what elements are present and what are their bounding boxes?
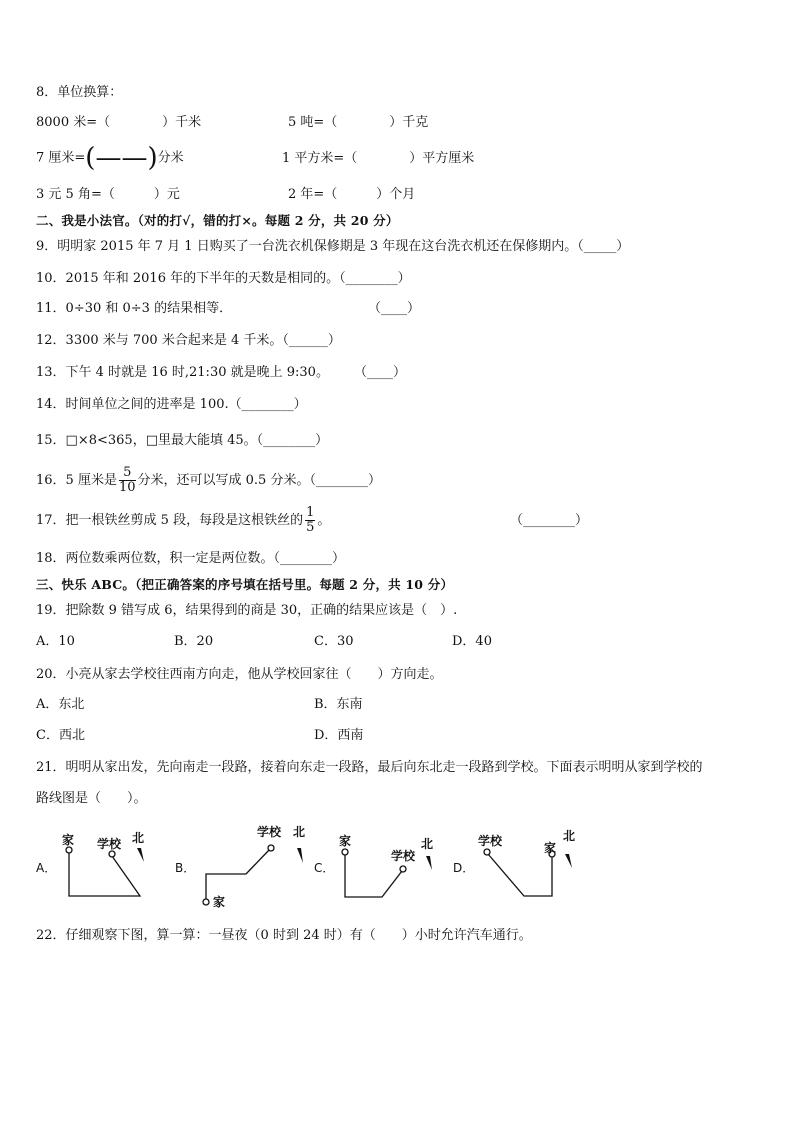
question-14: 14．时间单位之间的进率是 100.（________） [36,397,307,412]
question-10: 10．2015 年和 2016 年的下半年的天数是相同的。（________） [36,271,411,286]
question-16 [36,466,381,496]
north-arrow-a-icon [137,848,144,862]
route-b-school-label: 学校 [257,825,282,839]
north-arrow-d-icon [565,854,572,868]
q8-row2-left [36,143,184,173]
question-20: 20．小亮从家去学校往西南方向走，他从学校回家往（ ）方向走。 [36,667,443,682]
question-11-blank: （____） [368,301,421,316]
section-3-header: 三、快乐 ABC。（把正确答案的序号填在括号里。每题 2 分，共 10 分） [36,577,454,592]
route-c-home-dot [342,849,348,855]
q8-title: 8．单位换算： [36,85,123,100]
question-17-blank: （________） [510,513,589,528]
question-13-blank: （____） [354,365,407,380]
q8-row3-left: 3 元 5 角=（ ）元 [36,187,180,202]
route-a-school-dot [109,851,115,857]
q20-option-d: D．西南 [314,728,364,743]
q19-option-c: C．30 [314,634,354,649]
q16-post: 分米，还可以写成 0.5 分米。（________） [137,473,381,488]
q19-option-d: D．40 [452,634,492,649]
q19-option-a: A．10 [36,634,75,649]
route-d-school-dot [484,849,490,855]
q20-option-a: A．东北 [36,697,85,712]
q17-pre: 17．把一根铁丝剪成 5 段，每段是这根铁丝的 [36,513,304,528]
route-d-school-label: 学校 [478,834,503,848]
question-21-line2: 路线图是（ ）。 [36,791,147,806]
q16-fraction [119,466,136,495]
q17-numerator: 1 [306,505,315,520]
question-19: 19．把除数 9 错写成 6，结果得到的商是 30，正确的结果应该是（ ）. [36,603,458,618]
question-15: 15．□×8<365，□里最大能填 45。（________） [36,433,329,448]
question-9: 9．明明家 2015 年 7 月 1 日购买了一台洗衣机保修期是 3 年现在这台洗衣机还在保修期内。（_____） [36,239,630,254]
route-a-path [69,852,140,896]
q19-option-b: B．20 [174,634,214,649]
q16-numerator: 5 [119,466,136,481]
fraction-blank: (——) [85,143,158,173]
question-12: 12．3300 米与 700 米合起来是 4 千米。（______） [36,333,341,348]
route-b-home-dot [203,899,209,905]
route-b-home-label: 家 [213,895,226,909]
route-b-path [206,849,270,900]
question-11: 11．0÷30 和 0÷3 的结果相等． [36,301,233,316]
route-b-north-label: 北 [293,825,306,839]
q8-row1-left: 8000 米=（ ）千米 [36,115,202,130]
question-17 [36,506,330,536]
route-c-school-label: 学校 [391,849,416,863]
question-13: 13．下午 4 时就是 16 时,21:30 就是晚上 9:30。 [36,365,329,380]
route-diagrams [0,818,794,918]
route-c-home-label: 家 [339,834,352,848]
section-2-header: 二、我是小法官。（对的打√，错的打×。每题 2 分，共 20 分） [36,213,399,228]
q20-option-c: C．西北 [36,728,85,743]
q20-option-b: B．东南 [314,697,363,712]
route-a-home-label: 家 [62,833,75,847]
route-b-label: B． [175,861,196,875]
route-a-school-label: 学校 [97,837,122,851]
question-21-line1: 21．明明从家出发，先向南走一段路，接着向东走一段路，最后向东北走一段路到学校。下面表示明明从家到学校的 [36,760,703,775]
route-a-home-dot [66,847,72,853]
q8-row2-right: 1 平方米=（ ）平方厘米 [282,151,475,166]
route-d-north-label: 北 [563,829,576,843]
q16-pre: 16．5 厘米是 [36,473,117,488]
q8-row2-left-post: 分米 [157,150,184,166]
question-18: 18．两位数乘两位数，积一定是两位数。（________） [36,551,346,566]
q16-denominator: 10 [118,480,136,495]
q8-row1-right: 5 吨=（ ）千克 [288,115,429,130]
route-d-label: D． [453,861,475,875]
route-a-north-label: 北 [132,831,145,845]
north-arrow-b-icon [297,848,303,863]
q8-row2-left-pre: 7 厘米= [36,150,86,166]
north-arrow-c-icon [426,856,432,870]
q8-row3-right: 2 年=（ ）个月 [288,187,416,202]
q17-denominator: 5 [306,520,315,535]
route-a-label: A． [36,861,57,875]
route-c-north-label: 北 [421,837,434,851]
q17-post: 。 [317,513,331,528]
route-c-school-dot [400,866,406,872]
route-b-school-dot [268,845,274,851]
route-d-home-label: 家 [544,841,557,855]
route-c-label: C． [314,861,335,875]
route-d-path [488,854,552,896]
q17-fraction [305,506,315,535]
question-22: 22．仔细观察下图，算一算：一昼夜（0 时到 24 时）有（ ）小时允许汽车通行。 [36,928,532,943]
